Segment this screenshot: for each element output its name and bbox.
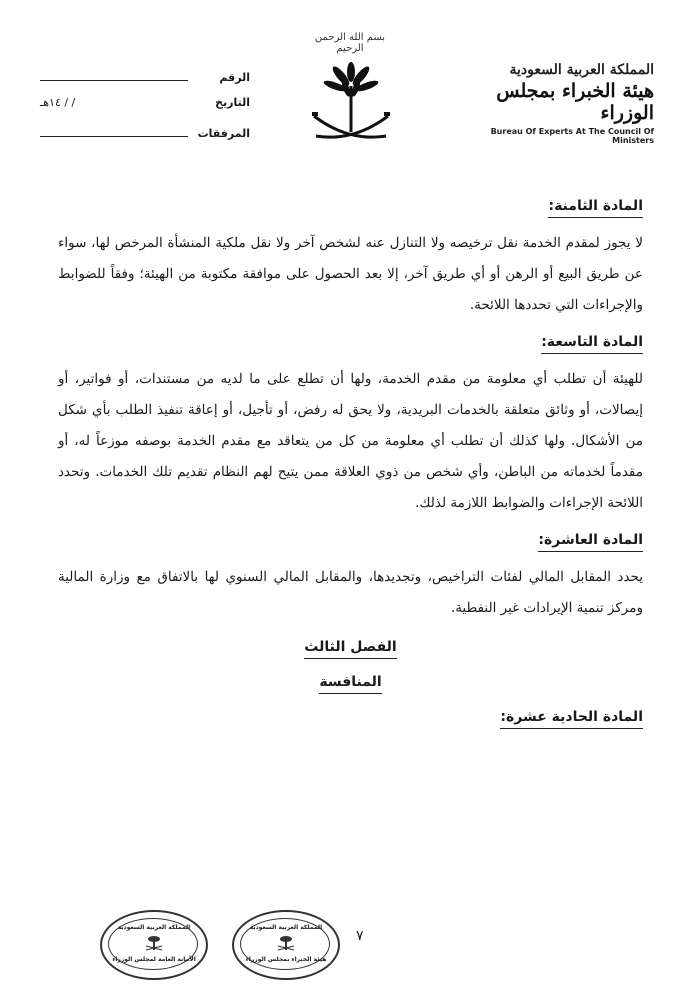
basmala: بسم الله الرحمن الرحيم: [314, 32, 386, 54]
seal-right-sub: هيئة الخبراء بمجلس الوزراء: [245, 956, 327, 963]
article-8-text: لا يجوز لمقدم الخدمة نقل ترخيصه ولا التنازل عنه لشخص آخر ولا نقل ملكية المنشأة المرخص لها، سواء عن طريق البيع أو الرهن أو أي طريق آخر، إلا بعد الحصول على موافقة مكتوبة من الهيئة؛ وفقاً للضوابط والإجراءات التي تحددها اللائحة.: [58, 235, 643, 313]
seal-left-sub: الأمانة العامة لمجلس الوزراء: [112, 956, 196, 963]
chapter-subtitle: المنافسة: [319, 674, 381, 694]
document-body: [58, 195, 643, 729]
date-label: التاريخ: [215, 96, 250, 109]
bureau-name-arabic: هيئة الخبراء بمجلس الوزراء: [496, 80, 654, 124]
palm-swords-emblem-icon: [308, 58, 394, 150]
article-8-title: المادة الثامنة:: [548, 198, 643, 218]
page-number: ٧: [356, 928, 364, 944]
article-10-title: المادة العاشرة:: [538, 532, 643, 552]
attachments-line: [40, 124, 188, 137]
seal-left-text: المملكة العربية السعودية: [117, 924, 191, 931]
reference-block: [40, 68, 250, 152]
article-9-text: للهيئة أن تطلب أي معلومة من مقدم الخدمة، ولها أن تطلع على ما لديه من مستندات، أو فواتير، أو إيصالات، أو وثائق متعلقة بالخدمات البريدية، ولا يحق له رفض، أو تأجيل، أو إعاقة تنفيذ الطلب بأي شكل من الأشكال. ولها كذلك أن تطلب أي معلومة من كل من يتعاقد مع مقدم الخدمة بوصفه موزعاً له، أو مقدماً لخدماته من الباطن، وأي شخص من ذوي العلاقة ممن يتيح لهم النظام تقديم تلك الخدمات. وتحدد اللائحة الإجراءات والضوابط اللازمة لذلك.: [58, 371, 643, 511]
article-11-title: المادة الحادية عشرة:: [500, 709, 643, 729]
date-value: / / ١٤هـ: [40, 96, 76, 109]
seal-right-stamp-icon: [232, 910, 340, 980]
kingdom-name: المملكة العربية السعودية: [509, 62, 654, 78]
bureau-brand: [454, 62, 654, 145]
attachments-label: المرفقات: [197, 127, 250, 140]
chapter-title: الفصل الثالث: [304, 639, 396, 659]
seal-right-palm-icon: [276, 934, 296, 954]
seal-right-text: المملكة العربية السعودية: [249, 924, 323, 931]
ref-number-label: الرقم: [219, 71, 250, 84]
ref-number-line: [40, 68, 188, 81]
seal-left-palm-icon: [144, 934, 164, 954]
bureau-name-english: Bureau Of Experts At The Council Of Ministers: [490, 127, 654, 145]
article-9-title: المادة التاسعة:: [541, 334, 643, 354]
article-10-text: يحدد المقابل المالي لفئات التراخيص، وتجديدها، والمقابل المالي السنوي لها بالاتفاق مع وزارة المالية ومركز تنمية الإيرادات غير النفطية.: [58, 569, 643, 616]
seal-left-stamp-icon: [100, 910, 208, 980]
